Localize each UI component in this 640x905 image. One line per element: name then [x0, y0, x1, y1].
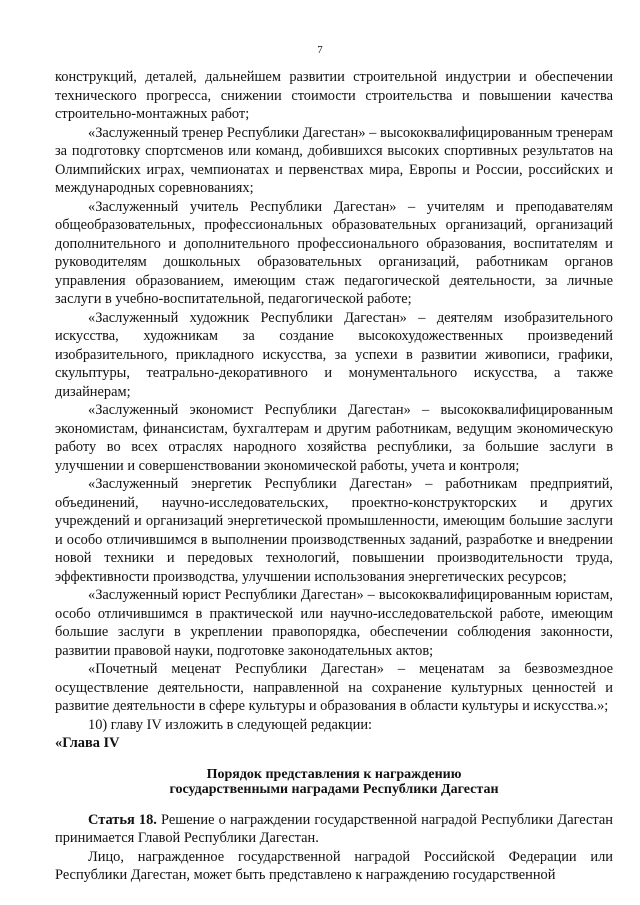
paragraph-continuation: конструкций, деталей, дальнейшем развитии строительной индустрии и обеспечении технического прогресса, снижении стоимости строительства и повышении качества строительно-монтажных работ; [55, 69, 613, 122]
paragraph-artist-title: «Заслуженный художник Республики Дагестан» – деятелям изобразительного искусства, художникам за создание высокохудожественных произведений изобразительного, прикладного искусства, за успехи в развитии живописи, графики, скульптуры, театрально-декоративного и монументального искусства, а также дизайнерам; [55, 309, 613, 400]
paragraph-lawyer-title: «Заслуженный юрист Республики Дагестан» – высококвалифицированным юристам, особо отличившимся в практической или научно-исследовательской работе, имеющим большие заслуги в укреплении правопорядка, обеспечении соблюдения законности, развитии правовой науки, подготовке законодательных актов; [55, 587, 613, 659]
paragraph-teacher-title: «Заслуженный учитель Республики Дагестан» – учителям и преподавателям общеобразовательных, профессиональных образовательных организаций, организаций дополнительного и дополнительного профессионального образования, воспитателям и руководителям дошкольных образовательных организаций, работникам органов управления образованием, имеющим стаж педагогической деятельности, за личные заслуги в учебно-воспитательной, педагогической работе; [55, 198, 613, 307]
paragraph-amendment-item: 10) главу IV изложить в следующей редакции: [88, 716, 373, 733]
chapter-heading: «Глава IV [55, 735, 120, 751]
page-number: 7 [317, 44, 323, 56]
article-text: Решение о награждении государственной наградой Республики Дагестан принимается Главой Республики Дагестан. [55, 811, 613, 846]
article-18-paragraph [55, 811, 613, 848]
paragraph-energy-title: «Заслуженный энергетик Республики Дагестан» – работникам предприятий, объединений, научно-исследовательских, проектно-конструкторских и других учреждений и организаций энергетической промышленности, имеющим большие заслуги и особо отличившимся в выполнении производственных заданий, разработке и внедрении новой техники и передовых технологий, повышении производительности труда, эффективности производства, улучшении использования энергетических ресурсов; [55, 476, 613, 585]
paragraph-last: Лицо, награжденное государственной наградой Российской Федерации или Республики Дагестан, может быть представлено к награждению государственной [55, 848, 613, 883]
chapter-title [55, 767, 613, 798]
paragraph-economist-title: «Заслуженный экономист Республики Дагестан» – высококвалифицированным экономистам, финансистам, бухгалтерам и другим работникам, ведущим экономическую работу во всех отраслях народного хозяйства республики, за большие заслуги в улучшении и совершенствовании экономической работы, учета и контроля; [55, 402, 613, 474]
paragraph-trainer-title: «Заслуженный тренер Республики Дагестан» – высококвалифицированным тренерам за подготовку спортсменов или команд, добившихся высоких спортивных результатов на Олимпийских играх, чемпионатах и первенствах мира, Европы и России, российских и международных соревнованиях; [55, 124, 613, 196]
chapter-title-line-1: Порядок представления к награждению [206, 766, 462, 782]
paragraph-patron-title: «Почетный меценат Республики Дагестан» – меценатам за безвозмездное осуществление деятельности, направленной на сохранение культурных ценностей и развитие деятельности в сфере культуры и образования в области культуры и искусства.»; [55, 661, 613, 714]
document-body [55, 68, 613, 885]
article-label: Статья 18. [88, 811, 157, 828]
chapter-title-line-2: государственными наградами Республики Дагестан [169, 782, 499, 797]
